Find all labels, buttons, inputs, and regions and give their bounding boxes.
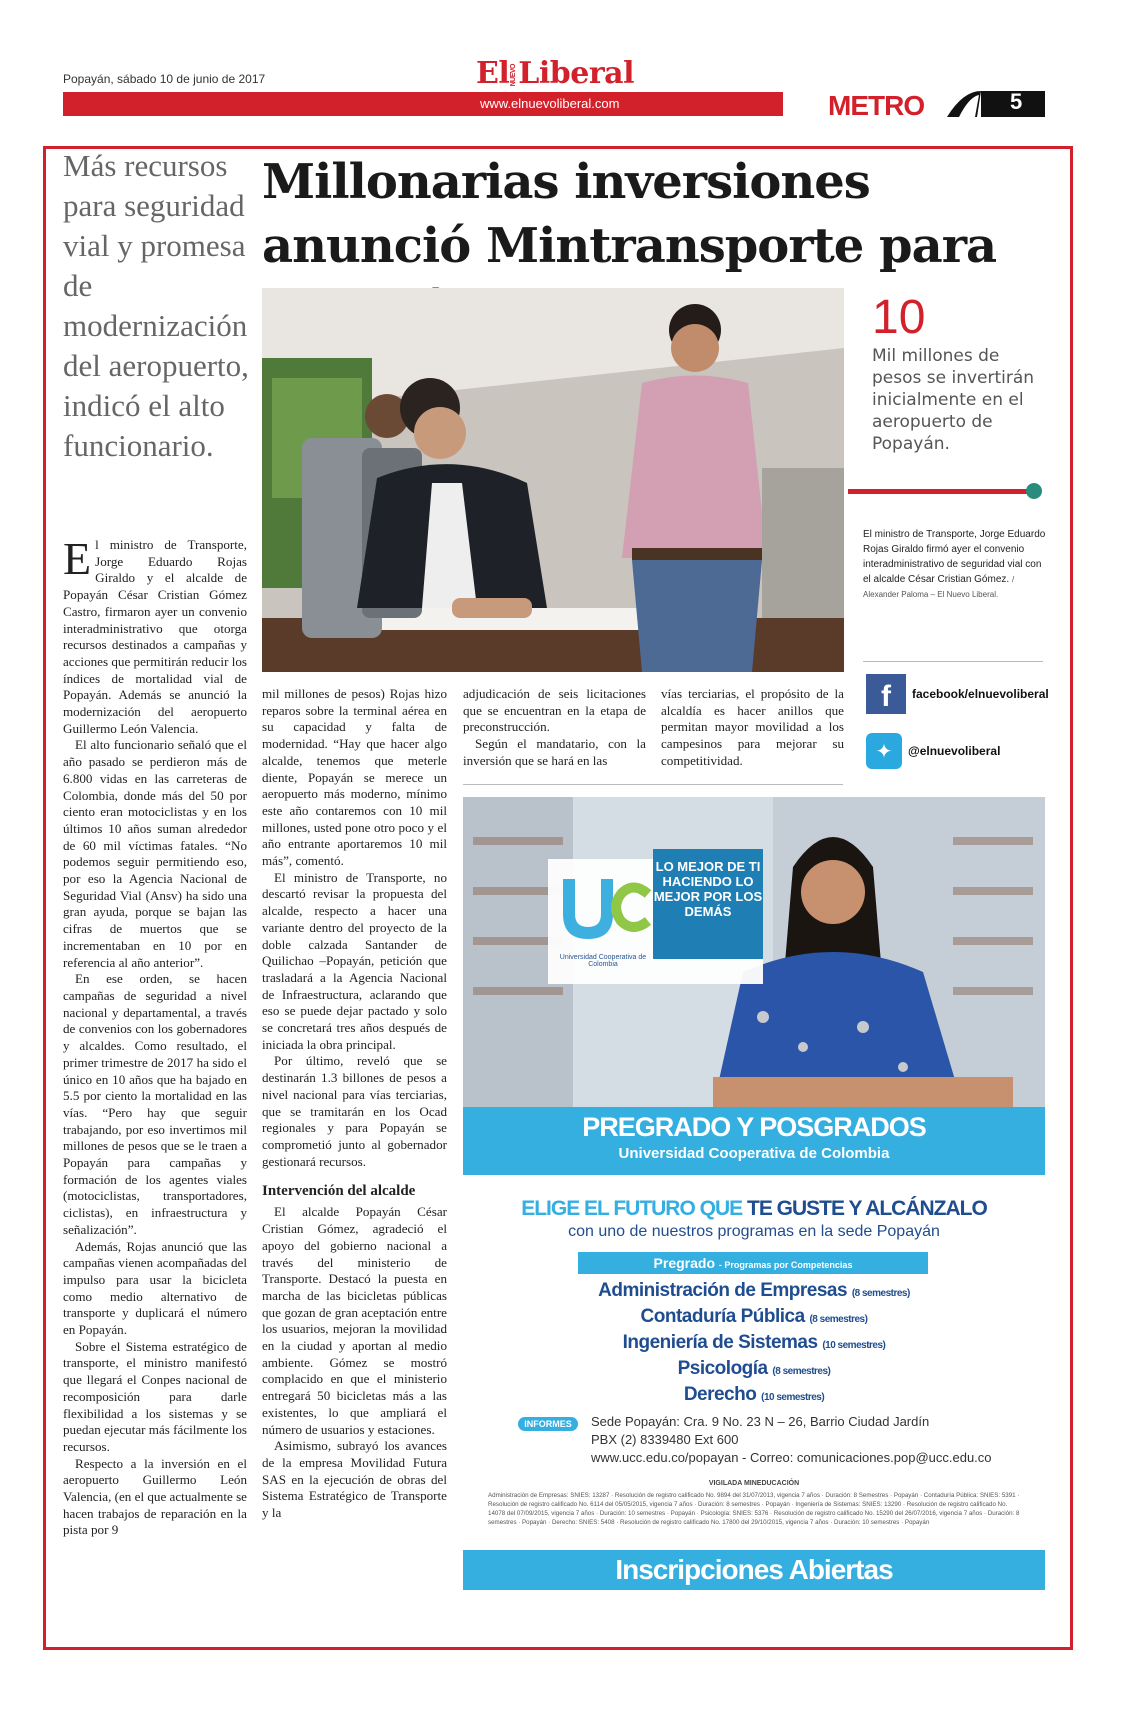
site-url: www.elnuevoliberal.com <box>480 96 620 111</box>
stat-dot <box>1026 483 1042 499</box>
article-photo <box>262 288 844 672</box>
stat-text: Mil millones de pesos se invertirán inicialmente en el aeropuerto de Popayán. <box>872 346 1035 454</box>
article-paragraph: Según el mandatario, con la inversión que se hará en las <box>463 736 646 768</box>
sidebar-divider <box>863 661 1043 662</box>
caption-text: El ministro de Transporte, Jorge Eduardo Rojas Giraldo firmó ayer el convenio interadministrativo de seguridad vial con el alcalde César Cristian Gómez. <box>863 529 1046 585</box>
article-column-4 <box>661 686 844 770</box>
article-deck: Más recursos para seguridad vial y promesa de modernización del aeropuerto, indicó el alto funcionario. <box>63 148 249 463</box>
ad-inscripciones-banner: Inscripciones Abiertas <box>463 1550 1045 1590</box>
facebook-link[interactable] <box>866 674 1049 714</box>
article-paragraph: vías terciarias, el propósito de la alcaldía es hacer anillos que permitan mayor movilidad a los campesinos para mejorar su competitividad. <box>661 686 844 768</box>
newspaper-logo <box>476 56 634 91</box>
ad-photo <box>463 797 1045 1107</box>
article-paragraph: El ministro de Transporte, Jorge Eduardo Rojas Giraldo y el alcalde de Popayán César Cristian Gómez Castro, firmaron ayer un convenio interadministrativo que otorga recursos destinados a campañas y acciones que permitirán reducir los índices de mortalidad vial de Popayán. Además se anunció la modernización del aeropuerto Guillermo León Valencia. <box>63 533 247 736</box>
page-number: 5 <box>1010 89 1023 114</box>
ad-slogan-sub: con uno de nuestros programas en la sede Popayán <box>568 1223 940 1240</box>
ad-tagline: LO MEJOR DE TI HACIENDO LO MEJOR POR LOS DEMÁS <box>653 849 763 959</box>
article-paragraph: Además, Rojas anunció que las campañas vienen acompañadas del impulso para usar la bicicleta como medio alternativo de transporte y duplicará el número en Popayán. <box>63 1238 247 1338</box>
article-paragraph: El alcalde Popayán César Cristian Gómez, agradeció el apoyo del gobierno nacional a través del ministerio de Transporte. Destacó la puesta en marcha de las bicicletas públicas que gozan de gran aceptación entre los usuarios, mejoran la movilidad en la ciudad y aportan al medio ambiente. Gómez se mostró complacido en que el ministerio entregará 50 bicicletas más a las existentes, lo que ampliará el número de usuarios y estaciones. <box>262 1204 447 1437</box>
ucc-advertisement[interactable] <box>463 797 1045 1592</box>
ucc-logo-text: Universidad Cooperativa de Colombia <box>559 954 647 968</box>
article-paragraph: Sobre el Sistema estratégico de transporte, el ministro manifestó que llegará el Conpes nacional de recomposición para darle flexibilidad a los sistemas y se puedan ejecutar más fácilmente los recursos. <box>63 1338 247 1454</box>
twitter-icon: ✦ <box>866 733 902 769</box>
column-divider <box>463 784 843 785</box>
article-paragraph: adjudicación de seis licitaciones que se encuentran en la etapa de preconstrucción. <box>463 686 646 735</box>
stat-number: 10 <box>872 291 926 344</box>
article-paragraph: En ese orden, se hacen campañas de seguridad a nivel nacional y departamental, a través de convenios con los gobernadores y alcaldes. Como resultado, el primer trimestre de 2017 ha sido el único en 10 años que ha bajado en 5.5 por ciento la mortalidad en las vías. “Pero hay que seguir trabajando, por eso invertimos mil millones de pesos que se le traen a Popayán para campañas y formación de los agentes viales (motociclistas, transportadores, ciclistas), en infraestructura y señalización”. <box>63 971 247 1237</box>
photo-credit: / Alexander Paloma – El Nuevo Liberal. <box>863 575 1015 599</box>
ad-band-subtitle: Universidad Cooperativa de Colombia <box>618 1145 890 1162</box>
article-subhead: Intervención del alcalde <box>262 1183 416 1200</box>
twitter-link[interactable] <box>866 733 1000 769</box>
page-tab-shape <box>945 89 1045 117</box>
logo-nuevo: NUEVO <box>510 63 518 87</box>
header-bar <box>63 92 783 116</box>
logo-el: El <box>476 56 510 91</box>
ad-contact: Sede Popayán: Cra. 9 No. 23 N – 26, Barrio Ciudad Jardín PBX (2) 8339480 Ext 600 www.ucc.edu.co/popayan - Correo: comunicaciones.pop@ucc.edu.co <box>591 1414 992 1465</box>
informes-badge: INFORMES <box>518 1417 578 1431</box>
drop-cap: E <box>63 533 92 584</box>
section-name: METRO <box>828 90 925 121</box>
ad-vigilada: VIGILADA MINEDUCACIÓN <box>708 1480 800 1487</box>
ad-pregrado-bar: Pregrado - Programas por Competencias <box>578 1252 928 1274</box>
issue-date: Popayán, sábado 10 de junio de 2017 <box>63 72 266 86</box>
program-item: Derecho (10 semestres) <box>683 1384 825 1405</box>
program-item: Administración de Empresas (8 semestres) <box>598 1280 910 1301</box>
logo-liberal: Liberal <box>518 56 634 91</box>
facebook-handle: facebook/elnuevoliberal <box>912 687 1049 701</box>
article-paragraph: Respecto a la inversión en el aeropuerto Guillermo León Valencia, (en el que actualmente se hacen trabajos de reparación en la pista por 9 <box>63 1455 247 1538</box>
article-column-3 <box>463 686 646 770</box>
article-paragraph: El alto funcionario señaló que el año pasado se perdieron más de 6.800 vidas en las carreteras de Colombia, donde más del 50 por ciento eran motociclistas y en los últimos 10 años suman alrededor de 60 mil víctimas fatales. “No podemos seguir permitiendo eso, por eso la Agencia Nacional de Seguridad Vial (Ansv) ha sido una gran ayuda, porque se bajan las cifras de muertos que se incrementaban en 10 por en referencia al año anterior”. <box>63 737 247 970</box>
article-column-1 <box>63 533 247 1539</box>
article-column-2 <box>262 686 447 1522</box>
program-item: Contaduría Pública (8 semestres) <box>640 1306 868 1327</box>
ad-legal-text: Administración de Empresas: SNIES: 13287 · Resolución de registro calificado No. 9894 del 31/07/2013, vigencia 7 años · Duración: 8 Semestres · Popayán · Contaduría Pública: SNIES: 5391 · Resolución de registro calificado No. 6114 del 05/05/2015, vigencia 7 años · Duración: 8 semestres · Popayán · Ingeniería de Sistemas: SNIES: 13290 · Resolución de registro calificado No. 14078 del 07/09/2015, vigencia 7 años · Duración: 10 semestres · Popayán · Psicología: SNIES: 5376 · Resolución de registro calificado No. 15290 del 26/07/2016, vigencia 7 años · Duración: 8 semestres · Popayán · Derecho: SNIES: 5408 · Resolución de registro calificado No. 17800 del 29/10/2015, vigencia 7 años · Duración: 10 semestres · Popayán <box>488 1492 1020 1526</box>
article-paragraph: Asimismo, subrayó los avances de la empresa Movilidad Futura SAS en la ejecución de obras del Sistema Estratégico de Transporte y la <box>262 1438 447 1521</box>
stat-divider <box>848 489 1028 494</box>
photo-caption <box>863 527 1048 602</box>
program-item: Psicología (8 semestres) <box>677 1358 831 1379</box>
ad-title-band <box>463 1107 1045 1175</box>
ad-band-title: PREGRADO Y POSGRADOS <box>582 1112 926 1142</box>
article-paragraph: Por último, reveló que se destinarán 1.3 billones de pesos a nivel nacional para vías terciarias, que se tramitarán en los Ocad regionales y para Popayán se comprometió junto al gobernador gestionará recursos. <box>262 1053 447 1169</box>
ad-program-list <box>463 1279 1045 1409</box>
ad-slogan: ELIGE EL FUTURO QUE TE GUSTE Y ALCÁNZALO <box>521 1197 987 1220</box>
article-paragraph: mil millones de pesos) Rojas hizo reparos sobre la terminal aérea en su capacidad y falta de modernidad. “Hay que hacer algo alcalde, tenemos que meterle diente, Popayán se merece un aeropuerto más moderno, mínimo este año contaremos con 10 mil millones, usted pone otro poco y el año entrante aportaremos 10 mil más”, comentó. <box>262 686 447 869</box>
ucc-logo-icon <box>553 869 653 959</box>
twitter-handle: @elnuevoliberal <box>908 744 1001 758</box>
headline: Millonarias inversiones anunció Mintransporte para <box>262 154 997 274</box>
program-item: Ingeniería de Sistemas (10 semestres) <box>622 1332 886 1353</box>
facebook-icon: f <box>866 674 906 714</box>
article-paragraph: El ministro de Transporte, no descartó revisar la propuesta del alcalde, respecto a hacer una variante dentro del proyecto de la doble calzada Santander de Quilichao –Popayán, petición que trasladará a la Agencia Nacional de Infraestructura, aclarando que eso se puede dejar pactado y solo se concretará tres años después de iniciada la obra principal. <box>262 869 447 1052</box>
